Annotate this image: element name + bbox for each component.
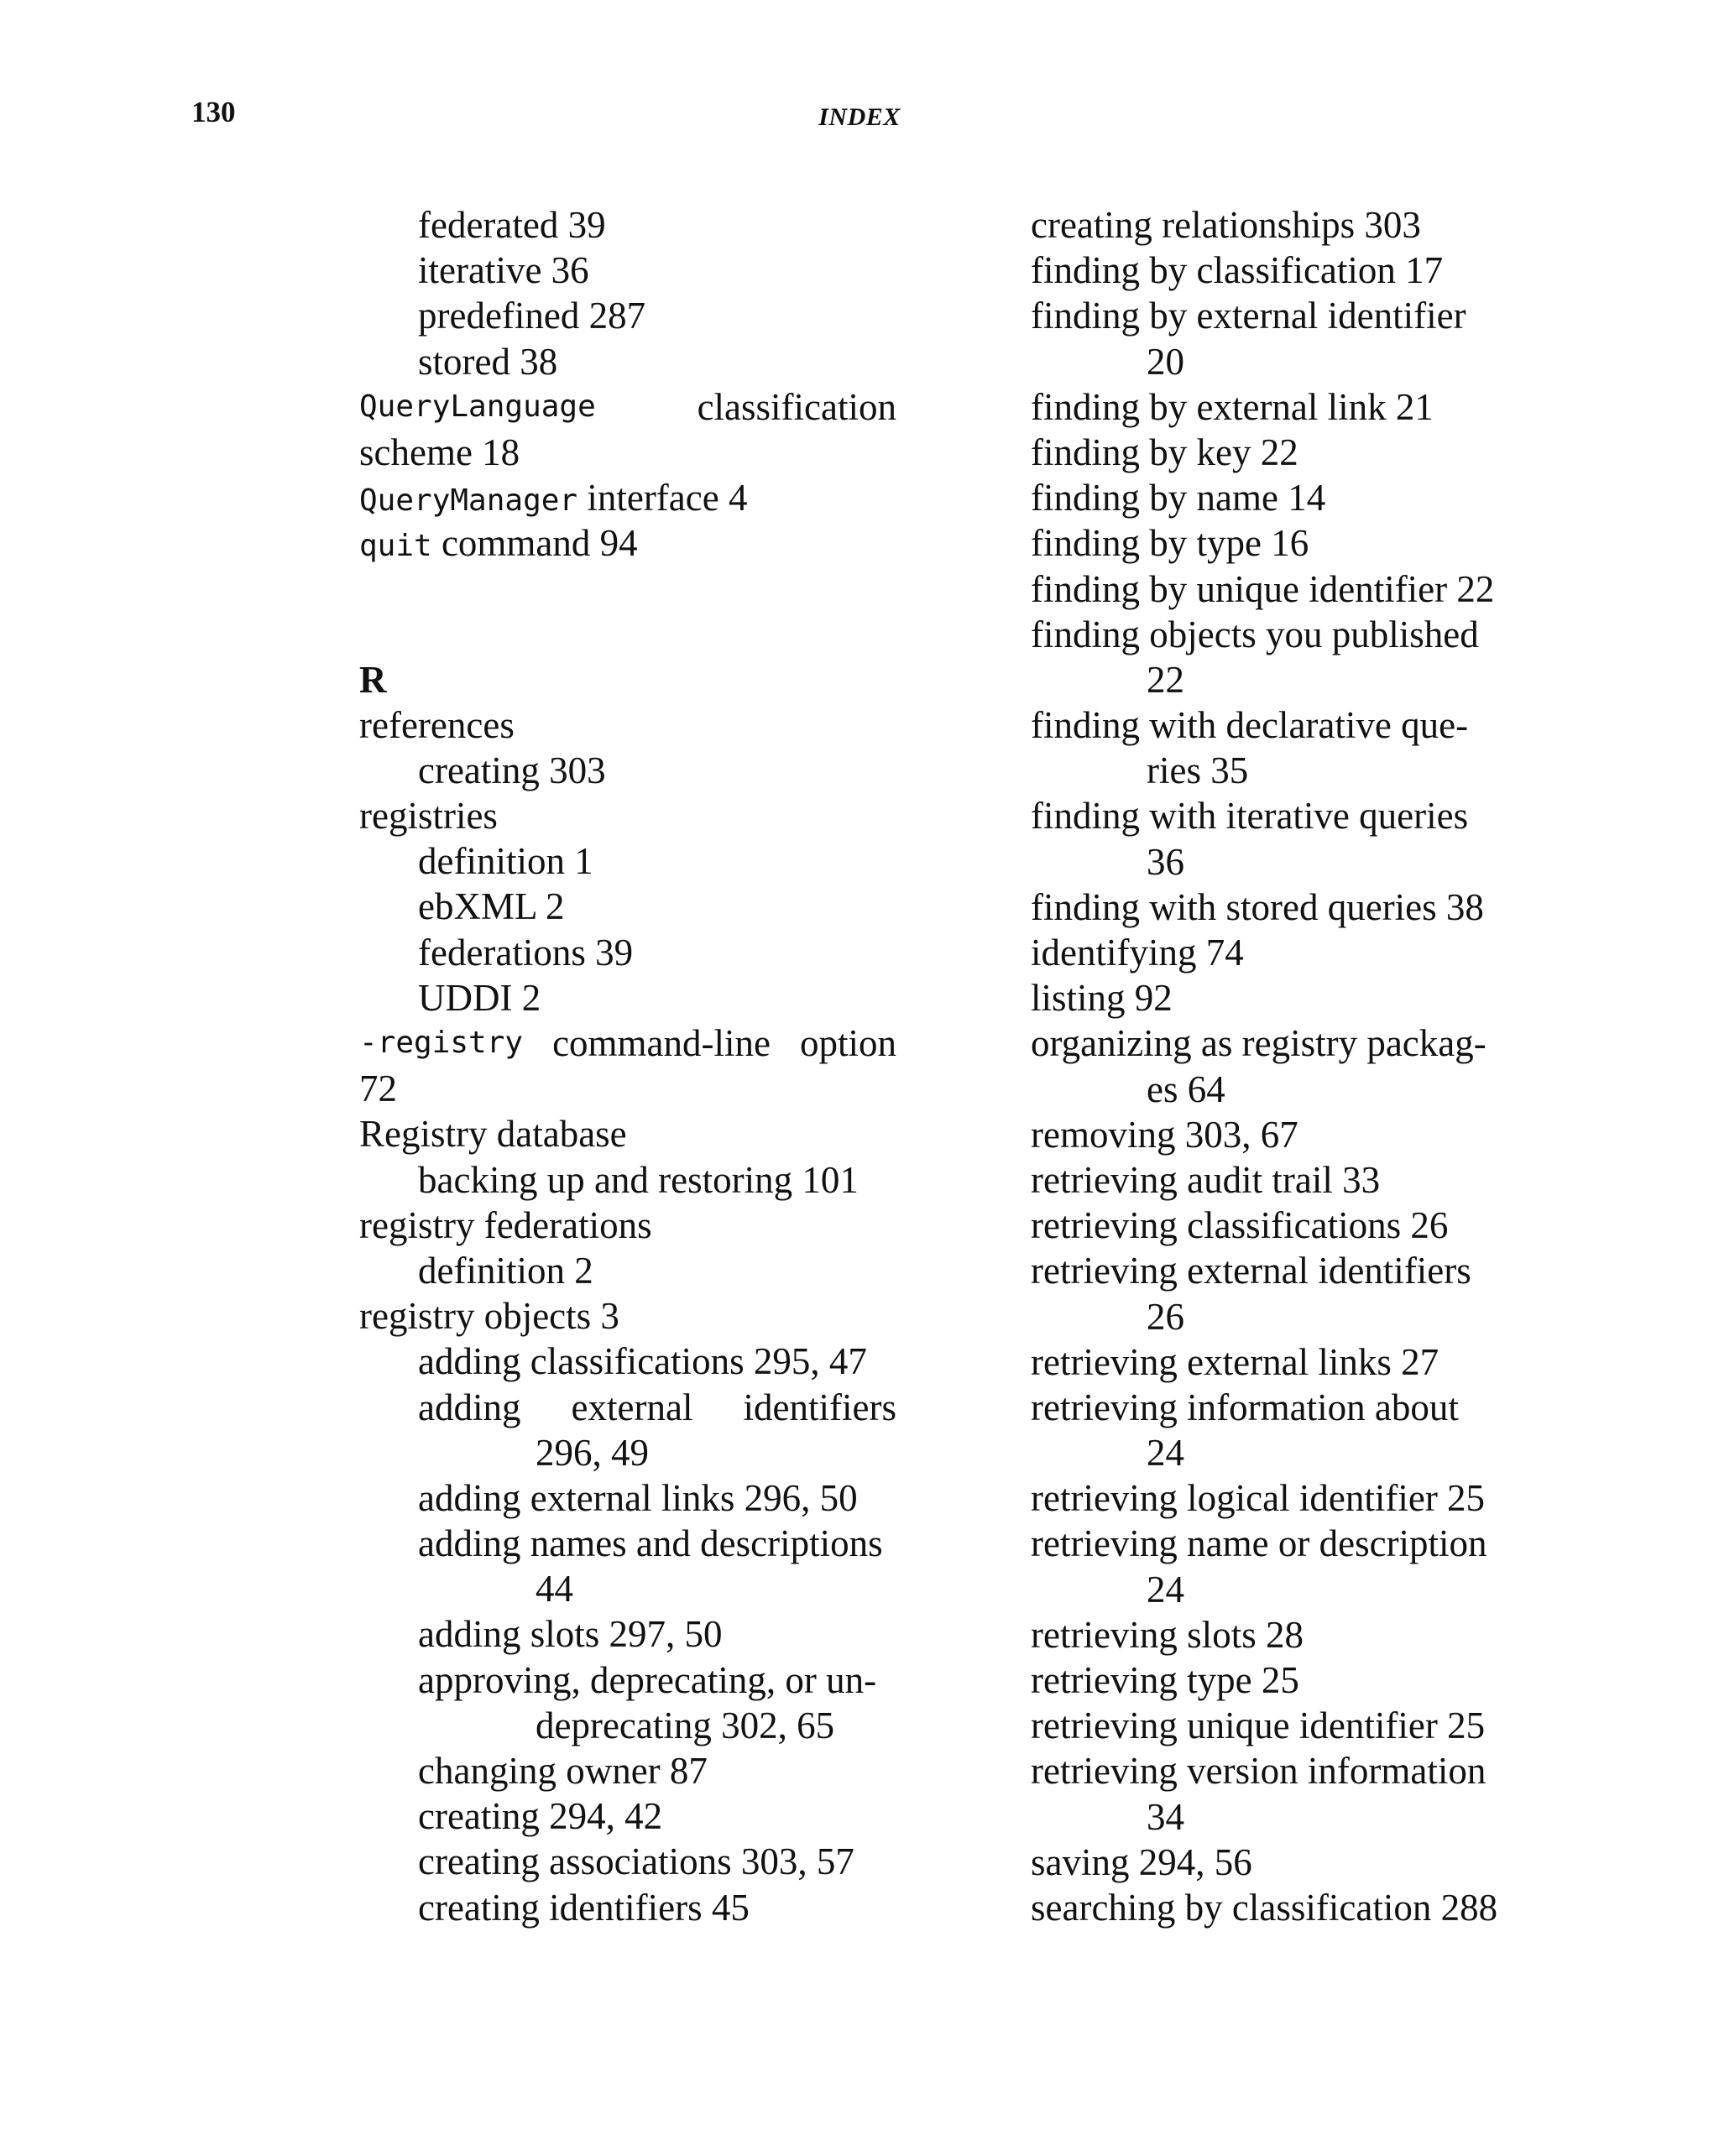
index-subentry: searching by classification 288 — [1031, 1886, 1498, 1929]
index-subentry: retrieving external identifiers — [1031, 1250, 1471, 1292]
index-subentry-continuation: 24 — [1147, 1568, 1184, 1610]
index-entry-continuation: 72 — [359, 1068, 397, 1110]
index-subentry: removing 303, 67 — [1031, 1113, 1298, 1156]
index-subentry-continuation: 26 — [1147, 1295, 1184, 1338]
index-entry: registries — [359, 795, 498, 838]
index-subentry-continuation: 34 — [1147, 1795, 1184, 1838]
index-subentry-continuation: 36 — [1147, 840, 1184, 883]
code-term: quit — [359, 529, 432, 564]
index-entry: Registry database — [359, 1113, 627, 1156]
entry-text: interface 4 — [577, 477, 748, 519]
index-entry — [359, 1021, 896, 1066]
index-subentry: creating 303 — [418, 749, 606, 791]
entry-text: classification — [697, 385, 896, 428]
code-term: QueryManager — [359, 483, 578, 519]
index-subentry: stored 38 — [418, 340, 558, 383]
index-subentry: iterative 36 — [418, 249, 589, 292]
index-subentry: retrieving name or description — [1031, 1522, 1487, 1565]
index-subentry: creating associations 303, 57 — [418, 1840, 854, 1883]
index-subentry: listing 92 — [1031, 977, 1173, 1020]
index-subentry: retrieving unique identifier 25 — [1031, 1704, 1486, 1747]
index-subentry-continuation: 296, 49 — [536, 1431, 649, 1474]
entry-word: adding — [418, 1386, 521, 1428]
index-entry: references — [359, 703, 515, 746]
entry-word: option — [799, 1022, 896, 1064]
index-subentry: federations 39 — [418, 931, 634, 974]
index-subentry-continuation: 22 — [1147, 658, 1184, 701]
entry-text: command 94 — [431, 522, 638, 565]
index-subentry: changing owner 87 — [418, 1750, 708, 1792]
index-subentry: finding by name 14 — [1031, 477, 1326, 519]
index-subentry: finding with iterative queries — [1031, 795, 1469, 838]
index-subentry: retrieving information about — [1031, 1386, 1459, 1428]
section-gap — [359, 566, 896, 657]
index-subentry-continuation: 20 — [1147, 340, 1184, 383]
index-subentry: finding by unique identifier 22 — [1031, 567, 1495, 610]
entry-word: identifiers — [743, 1386, 896, 1428]
index-entry-continuation: scheme 18 — [359, 431, 520, 473]
index-column-left — [359, 202, 896, 1930]
index-subentry: finding with stored queries 38 — [1031, 885, 1484, 928]
index-subentry: predefined 287 — [418, 295, 646, 337]
index-subentry-continuation: ries 35 — [1147, 749, 1249, 792]
page-number: 130 — [191, 96, 236, 128]
code-term: QueryLanguage — [359, 389, 596, 424]
index-subentry-continuation: 44 — [536, 1568, 573, 1610]
index-subentry: approving, deprecating, or un- — [418, 1658, 877, 1701]
index-subentry: creating 294, 42 — [418, 1795, 663, 1838]
index-subentry: definition 2 — [418, 1249, 593, 1292]
index-subentry: finding by type 16 — [1031, 522, 1309, 565]
index-subentry: identifying 74 — [1031, 932, 1244, 974]
index-subentry: retrieving logical identifier 25 — [1031, 1477, 1486, 1520]
index-subentry: retrieving audit trail 33 — [1031, 1158, 1381, 1201]
index-subentry: ebXML 2 — [418, 885, 565, 928]
index-subentry: retrieving external links 27 — [1031, 1340, 1439, 1383]
index-subentry: definition 1 — [418, 840, 593, 883]
index-subentry: UDDI 2 — [418, 976, 541, 1019]
index-entry — [359, 384, 896, 430]
index-subentry: adding external links 296, 50 — [418, 1476, 858, 1519]
index-subentry-continuation: 24 — [1147, 1432, 1184, 1475]
index-subentry: finding by external identifier — [1031, 295, 1466, 337]
index-entry — [359, 520, 896, 566]
index-entry — [359, 475, 896, 520]
index-subentry: retrieving type 25 — [1031, 1659, 1299, 1701]
index-subentry: adding slots 297, 50 — [418, 1613, 723, 1656]
running-head: INDEX — [818, 103, 901, 131]
index-subentry: finding objects you published — [1031, 613, 1479, 655]
index-subentry: retrieving slots 28 — [1031, 1613, 1304, 1656]
entry-word: command-line — [552, 1022, 771, 1064]
index-subentry-continuation: deprecating 302, 65 — [536, 1704, 835, 1746]
index-subentry — [359, 1385, 896, 1430]
code-term: -registry — [359, 1026, 524, 1060]
index-entry: registry objects 3 — [359, 1295, 619, 1338]
index-column-right — [1031, 202, 1507, 1930]
index-subentry: finding by key 22 — [1031, 431, 1298, 473]
index-subentry: retrieving classifications 26 — [1031, 1204, 1449, 1247]
index-subentry: backing up and restoring 101 — [418, 1158, 859, 1201]
index-subentry: finding with declarative que- — [1031, 704, 1469, 747]
index-subentry: finding by classification 17 — [1031, 249, 1444, 292]
entry-word: external — [571, 1386, 693, 1428]
index-subentry: saving 294, 56 — [1031, 1840, 1252, 1883]
index-entry: registry federations — [359, 1203, 652, 1246]
index-subentry: creating identifiers 45 — [418, 1886, 750, 1929]
index-subentry: finding by external link 21 — [1031, 385, 1434, 428]
index-subentry: adding classifications 295, 47 — [418, 1340, 867, 1383]
index-subentry: adding names and descriptions — [418, 1522, 883, 1565]
index-subentry-continuation: es 64 — [1147, 1068, 1225, 1110]
index-subentry: retrieving version information — [1031, 1750, 1486, 1793]
index-subentry: federated 39 — [418, 204, 606, 246]
index-subentry: organizing as registry packag- — [1031, 1022, 1486, 1065]
index-subentry: creating relationships 303 — [1031, 204, 1421, 246]
section-letter: R — [359, 658, 387, 701]
